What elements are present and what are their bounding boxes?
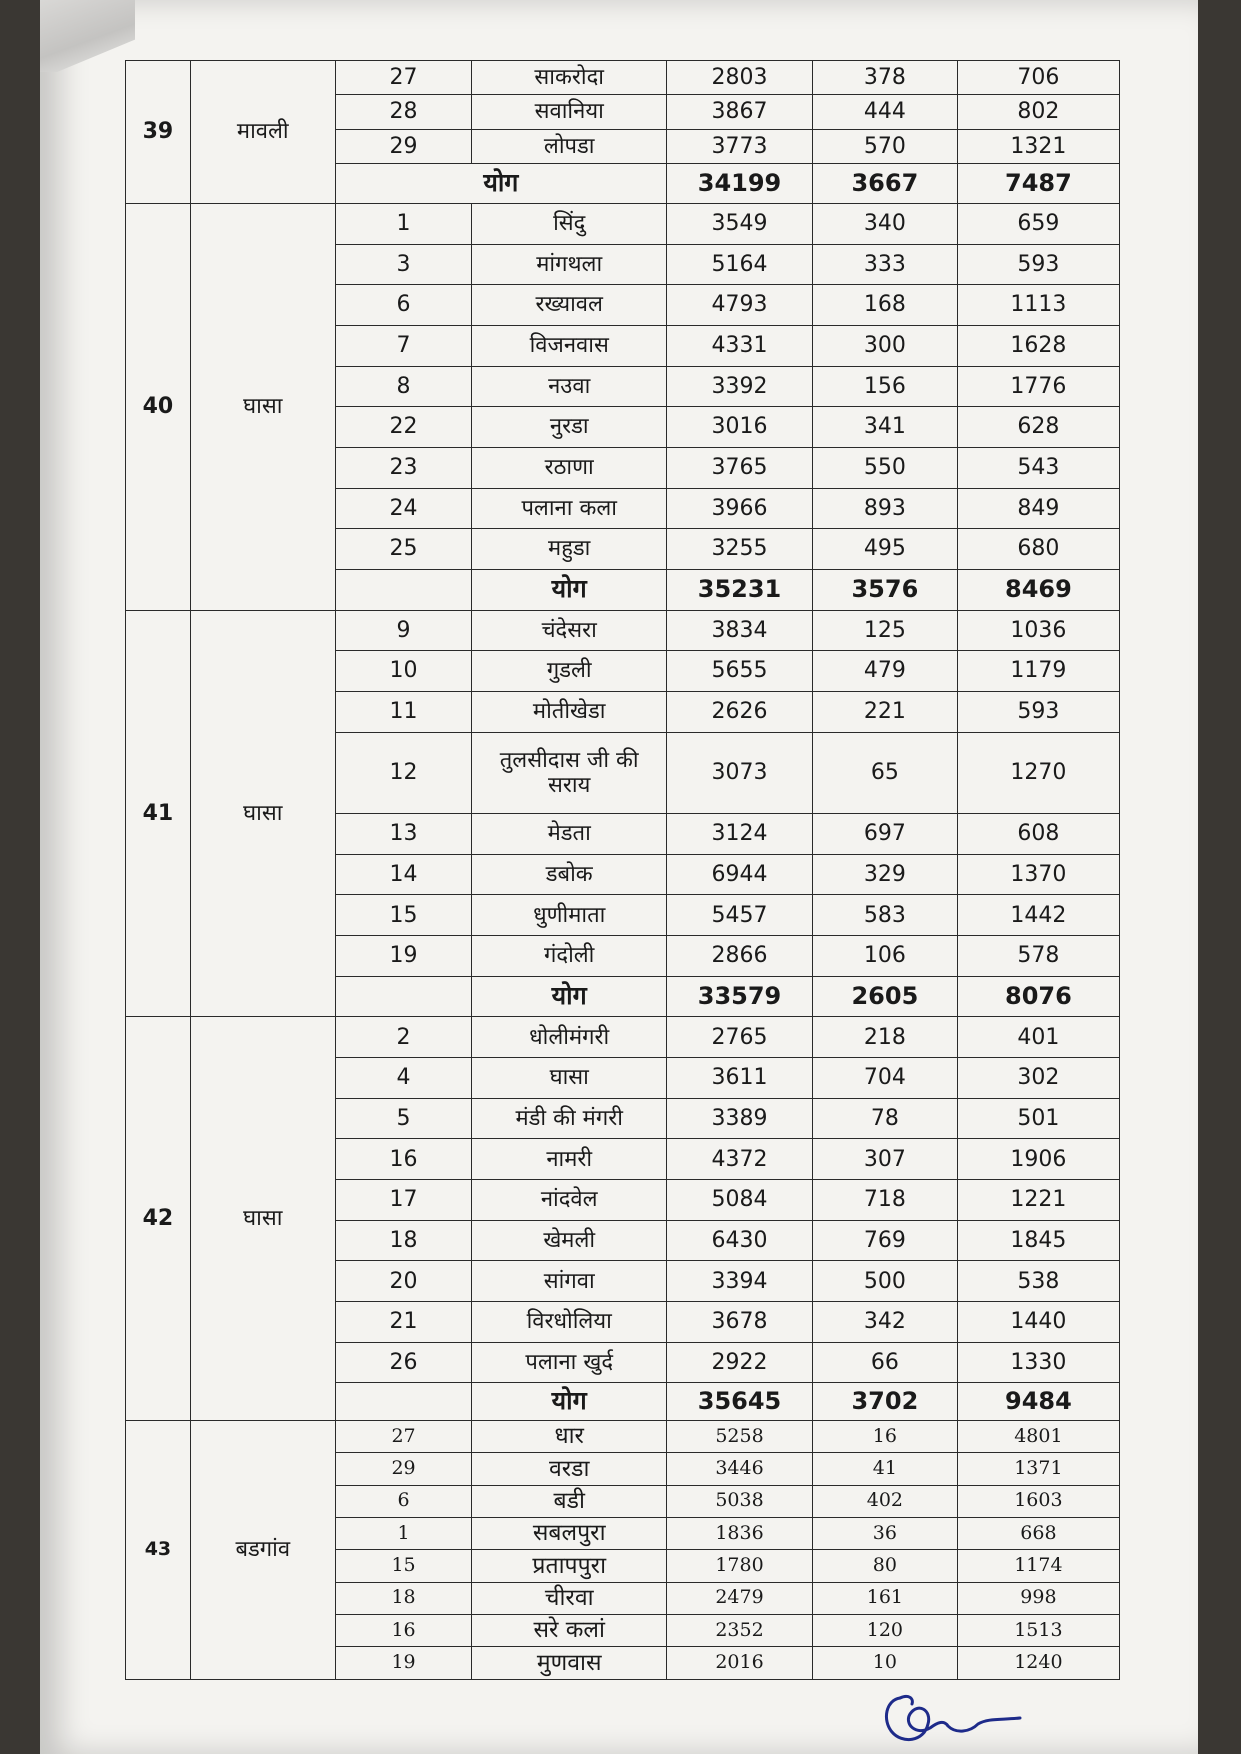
value-col1: 3834	[667, 610, 813, 651]
value-col3: 849	[957, 488, 1119, 529]
village-name: गुडली	[472, 651, 667, 692]
value-col3: 608	[957, 813, 1119, 854]
village-name: पलाना खुर्द	[472, 1342, 667, 1383]
serial-number: 18	[335, 1220, 472, 1261]
village-name: घासा	[472, 1058, 667, 1099]
value-col3: 401	[957, 1017, 1119, 1058]
value-col2: 340	[812, 203, 957, 244]
value-col2: 300	[812, 325, 957, 366]
table-row	[126, 610, 1120, 651]
value-col3: 1179	[957, 651, 1119, 692]
serial-number: 6	[335, 1485, 472, 1517]
value-col3: 578	[957, 936, 1119, 977]
value-col3: 1270	[957, 732, 1119, 813]
total-col2: 3667	[812, 164, 957, 204]
value-col2: 10	[812, 1647, 957, 1680]
village-name: मंडी की मंगरी	[472, 1098, 667, 1139]
village-name: नउवा	[472, 366, 667, 407]
value-col3: 543	[957, 447, 1119, 488]
value-col3: 659	[957, 203, 1119, 244]
serial-number: 3	[335, 244, 472, 285]
total-empty-cell	[335, 1383, 472, 1421]
group-area: घासा	[190, 1017, 335, 1421]
serial-number: 10	[335, 651, 472, 692]
value-col3: 593	[957, 691, 1119, 732]
value-col1: 3611	[667, 1058, 813, 1099]
value-col1: 3389	[667, 1098, 813, 1139]
group-area: मावली	[190, 61, 335, 204]
value-col3: 802	[957, 95, 1119, 129]
value-col1: 1780	[667, 1550, 813, 1582]
value-col3: 668	[957, 1517, 1119, 1549]
value-col2: 893	[812, 488, 957, 529]
value-col2: 218	[812, 1017, 957, 1058]
value-col3: 998	[957, 1582, 1119, 1614]
value-col2: 16	[812, 1420, 957, 1452]
serial-number: 9	[335, 610, 472, 651]
total-col1: 33579	[667, 976, 813, 1017]
group-area: बडगांव	[190, 1420, 335, 1679]
total-label: योग	[472, 569, 667, 610]
village-name: नांदवेल	[472, 1180, 667, 1221]
value-col1: 5038	[667, 1485, 813, 1517]
value-col1: 3255	[667, 529, 813, 570]
value-col1: 3773	[667, 129, 813, 163]
value-col2: 500	[812, 1261, 957, 1302]
value-col1: 3446	[667, 1453, 813, 1485]
value-col2: 769	[812, 1220, 957, 1261]
value-col2: 125	[812, 610, 957, 651]
village-name: धार	[472, 1420, 667, 1452]
value-col3: 501	[957, 1098, 1119, 1139]
value-col1: 5164	[667, 244, 813, 285]
value-col1: 3549	[667, 203, 813, 244]
value-col1: 2866	[667, 936, 813, 977]
serial-number: 29	[335, 129, 472, 163]
village-name: महुडा	[472, 529, 667, 570]
value-col1: 2626	[667, 691, 813, 732]
value-col1: 2765	[667, 1017, 813, 1058]
value-col3: 680	[957, 529, 1119, 570]
value-col1: 3867	[667, 95, 813, 129]
value-col1: 2922	[667, 1342, 813, 1383]
group-number: 42	[126, 1017, 191, 1421]
serial-number: 14	[335, 854, 472, 895]
value-col3: 628	[957, 407, 1119, 448]
total-col3: 9484	[957, 1383, 1119, 1421]
village-name: प्रतापपुरा	[472, 1550, 667, 1582]
village-name: चंदेसरा	[472, 610, 667, 651]
serial-number: 15	[335, 1550, 472, 1582]
value-col2: 342	[812, 1302, 957, 1343]
value-col2: 307	[812, 1139, 957, 1180]
value-col2: 66	[812, 1342, 957, 1383]
value-col1: 6430	[667, 1220, 813, 1261]
value-col3: 1371	[957, 1453, 1119, 1485]
value-col1: 3124	[667, 813, 813, 854]
village-name: सरे कलां	[472, 1614, 667, 1646]
value-col3: 1513	[957, 1614, 1119, 1646]
total-col1: 34199	[667, 164, 813, 204]
group-number: 41	[126, 610, 191, 1017]
value-col1: 5655	[667, 651, 813, 692]
total-empty-cell	[335, 976, 472, 1017]
serial-number: 22	[335, 407, 472, 448]
serial-number: 29	[335, 1453, 472, 1485]
serial-number: 23	[335, 447, 472, 488]
village-name: तुलसीदास जी की सराय	[472, 732, 667, 813]
village-name: सबलपुरा	[472, 1517, 667, 1549]
village-name: रठाणा	[472, 447, 667, 488]
value-col1: 5084	[667, 1180, 813, 1221]
village-name: साकरोदा	[472, 61, 667, 95]
value-col1: 3016	[667, 407, 813, 448]
total-label: योग	[472, 976, 667, 1017]
value-col3: 593	[957, 244, 1119, 285]
serial-number: 18	[335, 1582, 472, 1614]
value-col2: 479	[812, 651, 957, 692]
value-col3: 1174	[957, 1550, 1119, 1582]
village-name: चीरवा	[472, 1582, 667, 1614]
serial-number: 20	[335, 1261, 472, 1302]
village-name: गंदोली	[472, 936, 667, 977]
village-name: नामरी	[472, 1139, 667, 1180]
value-col1: 4793	[667, 285, 813, 326]
value-col3: 1330	[957, 1342, 1119, 1383]
total-col1: 35645	[667, 1383, 813, 1421]
value-col2: 120	[812, 1614, 957, 1646]
value-col1: 2016	[667, 1647, 813, 1680]
value-col2: 378	[812, 61, 957, 95]
value-col1: 5457	[667, 895, 813, 936]
village-name: विरधोलिया	[472, 1302, 667, 1343]
serial-number: 11	[335, 691, 472, 732]
value-col3: 1036	[957, 610, 1119, 651]
village-name: धुणीमाता	[472, 895, 667, 936]
serial-number: 16	[335, 1139, 472, 1180]
value-col1: 6944	[667, 854, 813, 895]
serial-number: 26	[335, 1342, 472, 1383]
serial-number: 1	[335, 1517, 472, 1549]
value-col3: 1440	[957, 1302, 1119, 1343]
value-col3: 538	[957, 1261, 1119, 1302]
serial-number: 21	[335, 1302, 472, 1343]
value-col1: 3966	[667, 488, 813, 529]
value-col2: 341	[812, 407, 957, 448]
value-col2: 697	[812, 813, 957, 854]
village-name: सवानिया	[472, 95, 667, 129]
serial-number: 19	[335, 1647, 472, 1680]
value-col3: 4801	[957, 1420, 1119, 1452]
village-name: खेमली	[472, 1220, 667, 1261]
serial-number: 1	[335, 203, 472, 244]
value-col3: 1240	[957, 1647, 1119, 1680]
value-col2: 161	[812, 1582, 957, 1614]
serial-number: 24	[335, 488, 472, 529]
value-col2: 221	[812, 691, 957, 732]
value-col2: 80	[812, 1550, 957, 1582]
serial-number: 5	[335, 1098, 472, 1139]
village-name: लोपडा	[472, 129, 667, 163]
group-area: घासा	[190, 203, 335, 610]
serial-number: 6	[335, 285, 472, 326]
value-col2: 718	[812, 1180, 957, 1221]
value-col2: 36	[812, 1517, 957, 1549]
village-name: सांगवा	[472, 1261, 667, 1302]
total-col3: 8469	[957, 569, 1119, 610]
value-col3: 1221	[957, 1180, 1119, 1221]
serial-number: 4	[335, 1058, 472, 1099]
serial-number: 17	[335, 1180, 472, 1221]
table-row	[126, 1017, 1120, 1058]
value-col3: 706	[957, 61, 1119, 95]
value-col2: 329	[812, 854, 957, 895]
total-col3: 7487	[957, 164, 1119, 204]
value-col2: 41	[812, 1453, 957, 1485]
total-col2: 2605	[812, 976, 957, 1017]
village-name: डबोक	[472, 854, 667, 895]
value-col2: 106	[812, 936, 957, 977]
serial-number: 12	[335, 732, 472, 813]
value-col3: 1845	[957, 1220, 1119, 1261]
village-name: बडी	[472, 1485, 667, 1517]
value-col2: 156	[812, 366, 957, 407]
value-col3: 1113	[957, 285, 1119, 326]
value-col3: 302	[957, 1058, 1119, 1099]
village-name: धोलीमंगरी	[472, 1017, 667, 1058]
group-number: 39	[126, 61, 191, 204]
village-name: विजनवास	[472, 325, 667, 366]
total-label: योग	[335, 164, 666, 204]
table-row	[126, 1420, 1120, 1452]
village-name: मोतीखेडा	[472, 691, 667, 732]
value-col2: 333	[812, 244, 957, 285]
value-col2: 550	[812, 447, 957, 488]
table-row	[126, 61, 1120, 95]
serial-number: 28	[335, 95, 472, 129]
total-col2: 3702	[812, 1383, 957, 1421]
total-empty-cell	[335, 569, 472, 610]
serial-number: 15	[335, 895, 472, 936]
value-col3: 1603	[957, 1485, 1119, 1517]
village-name: पलाना कला	[472, 488, 667, 529]
data-table	[125, 60, 1120, 1680]
serial-number: 8	[335, 366, 472, 407]
value-col2: 78	[812, 1098, 957, 1139]
village-name: मुणवास	[472, 1647, 667, 1680]
serial-number: 25	[335, 529, 472, 570]
value-col1: 3678	[667, 1302, 813, 1343]
value-col1: 2479	[667, 1582, 813, 1614]
total-col1: 35231	[667, 569, 813, 610]
value-col2: 65	[812, 732, 957, 813]
value-col2: 570	[812, 129, 957, 163]
group-number: 43	[126, 1420, 191, 1679]
total-label: योग	[472, 1383, 667, 1421]
value-col3: 1776	[957, 366, 1119, 407]
value-col2: 402	[812, 1485, 957, 1517]
value-col1: 5258	[667, 1420, 813, 1452]
signature-icon	[878, 1680, 1028, 1750]
value-col3: 1370	[957, 854, 1119, 895]
value-col3: 1906	[957, 1139, 1119, 1180]
serial-number: 2	[335, 1017, 472, 1058]
value-col1: 4372	[667, 1139, 813, 1180]
value-col2: 704	[812, 1058, 957, 1099]
table-row	[126, 203, 1120, 244]
value-col1: 3765	[667, 447, 813, 488]
serial-number: 19	[335, 936, 472, 977]
value-col1: 3392	[667, 366, 813, 407]
value-col2: 495	[812, 529, 957, 570]
village-name: वरडा	[472, 1453, 667, 1485]
value-col1: 2803	[667, 61, 813, 95]
value-col3: 1321	[957, 129, 1119, 163]
value-col3: 1442	[957, 895, 1119, 936]
value-col2: 168	[812, 285, 957, 326]
value-col1: 3394	[667, 1261, 813, 1302]
village-name: मांगथला	[472, 244, 667, 285]
village-name: सिंदु	[472, 203, 667, 244]
value-col1: 3073	[667, 732, 813, 813]
value-col1: 4331	[667, 325, 813, 366]
village-name: मेडता	[472, 813, 667, 854]
value-col2: 583	[812, 895, 957, 936]
total-col3: 8076	[957, 976, 1119, 1017]
group-area: घासा	[190, 610, 335, 1017]
group-number: 40	[126, 203, 191, 610]
serial-number: 27	[335, 1420, 472, 1452]
value-col1: 1836	[667, 1517, 813, 1549]
value-col1: 2352	[667, 1614, 813, 1646]
value-col3: 1628	[957, 325, 1119, 366]
serial-number: 13	[335, 813, 472, 854]
village-name: नुरडा	[472, 407, 667, 448]
serial-number: 27	[335, 61, 472, 95]
serial-number: 16	[335, 1614, 472, 1646]
village-name: रख्यावल	[472, 285, 667, 326]
value-col2: 444	[812, 95, 957, 129]
serial-number: 7	[335, 325, 472, 366]
total-col2: 3576	[812, 569, 957, 610]
